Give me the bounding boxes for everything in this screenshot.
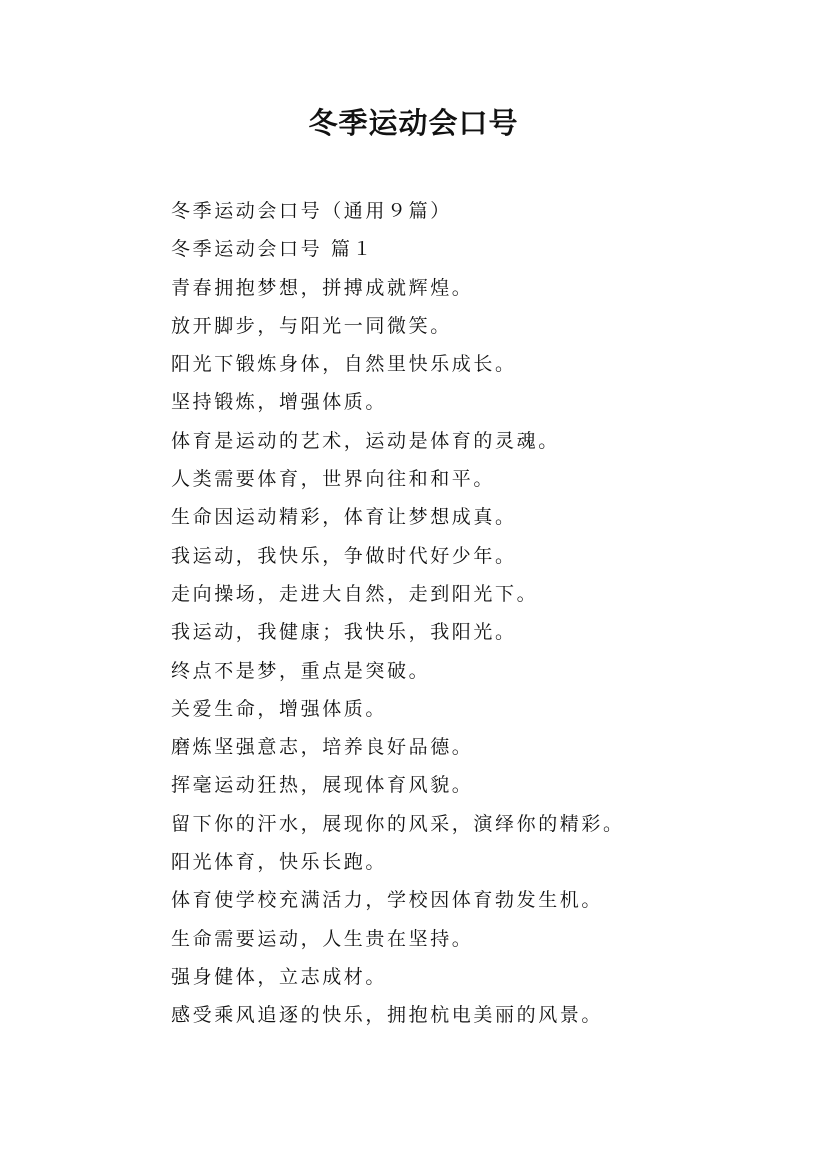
slogan-line: 走向操场，走进大自然，走到阳光下。 [171, 582, 539, 605]
page-title: 冬季运动会口号 [308, 106, 519, 140]
slogan-line: 生命需要运动，人生贵在坚持。 [171, 927, 474, 950]
slogan-line: 放开脚步，与阳光一同微笑。 [171, 314, 452, 337]
slogan-line: 青春拥抱梦想，拼搏成就辉煌。 [171, 276, 474, 299]
slogan-line: 终点不是梦，重点是突破。 [171, 659, 431, 682]
slogan-line: 磨炼坚强意志，培养良好品德。 [171, 736, 474, 759]
slogan-line: 挥毫运动狂热，展现体育风貌。 [171, 774, 474, 797]
slogan-line: 阳光体育，快乐长跑。 [171, 851, 388, 874]
slogan-line: 我运动，我健康；我快乐，我阳光。 [171, 621, 517, 644]
document-body [171, 192, 771, 1035]
slogan-line: 体育使学校充满活力，学校因体育勃发生机。 [171, 889, 604, 912]
section-heading: 冬季运动会口号 篇１ [171, 238, 375, 261]
slogan-line: 强身健体，立志成材。 [171, 965, 388, 988]
slogan-line: 感受乘风追逐的快乐，拥抱杭电美丽的风景。 [171, 1004, 604, 1027]
slogan-line: 我运动，我快乐，争做时代好少年。 [171, 544, 517, 567]
slogan-line: 关爱生命，增强体质。 [171, 697, 388, 720]
slogan-line: 人类需要体育，世界向往和和平。 [171, 468, 496, 491]
slogan-line: 留下你的汗水，展现你的风采，演绎你的精彩。 [171, 812, 625, 835]
slogan-line: 生命因运动精彩，体育让梦想成真。 [171, 506, 517, 529]
slogan-line: 体育是运动的艺术，运动是体育的灵魂。 [171, 429, 560, 452]
slogan-line: 坚持锻炼，增强体质。 [171, 391, 388, 414]
subtitle-line: 冬季运动会口号（通用９篇） [171, 200, 452, 222]
slogan-line: 阳光下锻炼身体，自然里快乐成长。 [171, 353, 517, 376]
